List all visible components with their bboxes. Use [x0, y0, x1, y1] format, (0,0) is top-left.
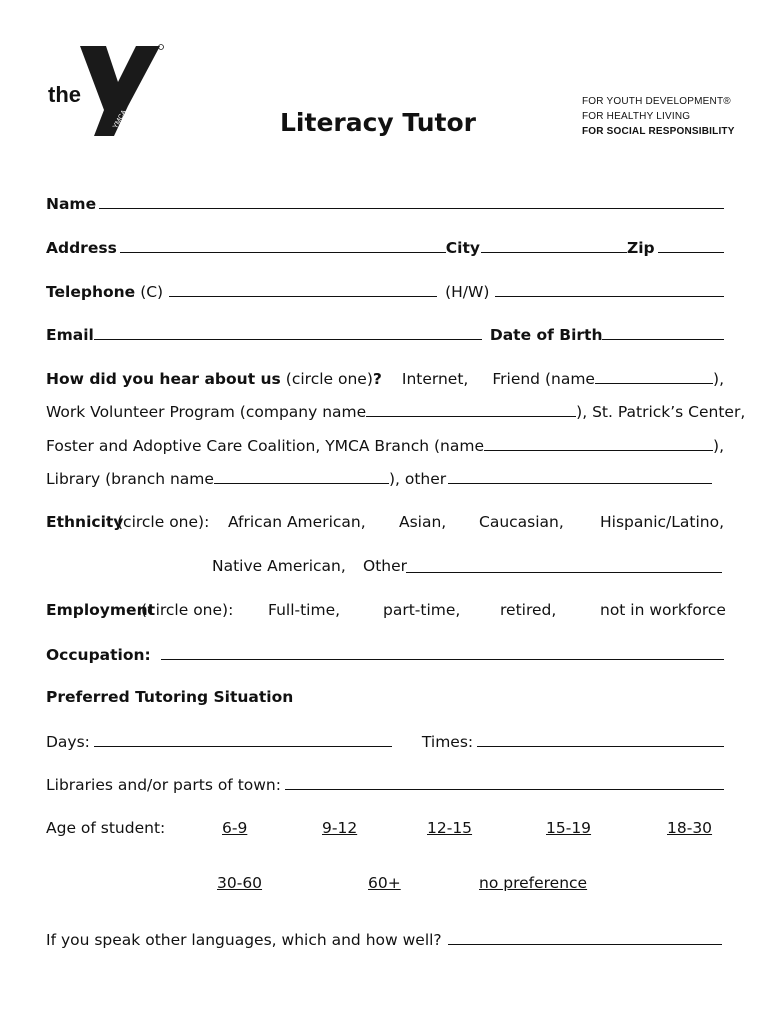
- hear-circle: (circle one): [285, 370, 373, 388]
- dob-label: Date of Birth: [489, 326, 603, 344]
- age-option-12-15[interactable]: 12-15: [427, 819, 473, 837]
- age-option-6-9[interactable]: 6-9: [222, 819, 248, 837]
- zip-field[interactable]: [658, 238, 724, 253]
- tagline-line-1: FOR YOUTH DEVELOPMENT®: [582, 96, 731, 107]
- employment-not-in-workforce[interactable]: not in workforce: [600, 601, 726, 619]
- hear-row-1: [46, 369, 724, 388]
- age-option-18-30[interactable]: 18-30: [667, 819, 713, 837]
- languages-row: [46, 930, 722, 949]
- other-field[interactable]: [448, 469, 712, 484]
- option-foster-ymca[interactable]: Foster and Adoptive Care Coalition, YMCA Branch (name: [46, 437, 485, 455]
- age-option-30-60[interactable]: 30-60: [217, 874, 263, 892]
- page-title: Literacy Tutor: [280, 108, 476, 137]
- hear-row-4: [46, 469, 712, 488]
- option-work-volunteer[interactable]: Work Volunteer Program (company name: [46, 403, 367, 421]
- occupation-row: [46, 645, 724, 664]
- preferred-heading: Preferred Tutoring Situation: [46, 688, 294, 706]
- hear-label: How did you hear about us: [46, 370, 281, 388]
- telephone-label: Telephone: [46, 283, 136, 301]
- option-st-patricks[interactable]: ), St. Patrick’s Center,: [576, 403, 746, 421]
- libraries-row: [46, 775, 724, 794]
- email-field[interactable]: [94, 325, 482, 340]
- friend-name-field[interactable]: [595, 369, 713, 384]
- foster-end: ),: [713, 437, 724, 455]
- telephone-c-label: (C): [140, 283, 164, 301]
- tagline: [582, 94, 735, 139]
- languages-label: If you speak other languages, which and how well?: [46, 931, 442, 949]
- ethnicity-circle: (circle one):: [117, 513, 210, 531]
- library-branch-field[interactable]: [214, 469, 389, 484]
- employment-circle: (circle one):: [141, 601, 234, 619]
- hear-row-2: [46, 402, 746, 421]
- city-label: City: [445, 239, 480, 257]
- employment-label: Employment: [46, 601, 156, 619]
- ethnicity-african-american[interactable]: African American,: [228, 513, 366, 531]
- ethnicity-other-field[interactable]: [406, 557, 722, 573]
- option-internet[interactable]: Internet,: [401, 370, 469, 388]
- email-label: Email: [46, 326, 94, 344]
- age-label: Age of student:: [46, 819, 166, 837]
- city-field[interactable]: [481, 238, 627, 253]
- logo-the-text: the: [48, 82, 81, 107]
- address-label: Address: [46, 239, 117, 257]
- tagline-line-2: FOR HEALTHY LIVING: [582, 111, 691, 122]
- age-option-60-plus[interactable]: 60+: [368, 874, 401, 892]
- times-label: Times:: [421, 733, 474, 751]
- friend-end: ),: [713, 370, 724, 388]
- ethnicity-other[interactable]: Other: [363, 557, 408, 575]
- name-row: [46, 194, 724, 213]
- days-label: Days:: [46, 733, 90, 751]
- option-library[interactable]: Library (branch name: [46, 470, 214, 488]
- ethnicity-label: Ethnicity: [46, 513, 124, 531]
- ethnicity-caucasian[interactable]: Caucasian,: [479, 513, 564, 531]
- age-option-9-12[interactable]: 9-12: [322, 819, 358, 837]
- employment-retired[interactable]: retired,: [500, 601, 557, 619]
- telephone-row: [46, 282, 724, 301]
- hear-qmark: ?: [372, 370, 382, 388]
- libraries-field[interactable]: [285, 775, 724, 790]
- ymca-logo: [44, 42, 169, 142]
- email-row: [46, 325, 724, 344]
- name-field[interactable]: [99, 194, 724, 209]
- address-field[interactable]: [120, 238, 446, 253]
- ethnicity-native-american[interactable]: Native American,: [212, 557, 346, 575]
- days-times-row: [46, 732, 724, 751]
- times-field[interactable]: [477, 732, 724, 747]
- occupation-field[interactable]: [161, 645, 724, 660]
- ethnicity-hispanic-latino[interactable]: Hispanic/Latino,: [600, 513, 724, 531]
- option-other[interactable]: ), other: [388, 470, 447, 488]
- employment-full-time[interactable]: Full-time,: [268, 601, 341, 619]
- libraries-label: Libraries and/or parts of town:: [46, 776, 281, 794]
- employment-part-time[interactable]: part-time,: [383, 601, 461, 619]
- dob-field[interactable]: [602, 325, 724, 340]
- address-row: [46, 238, 724, 257]
- hear-row-3: [46, 436, 724, 455]
- telephone-hw-label: (H/W): [445, 283, 490, 301]
- telephone-hw-field[interactable]: [495, 282, 724, 297]
- telephone-c-field[interactable]: [169, 282, 437, 297]
- days-field[interactable]: [94, 732, 392, 747]
- tagline-line-3: FOR SOCIAL RESPONSIBILITY: [582, 126, 735, 137]
- company-name-field[interactable]: [366, 402, 576, 417]
- logo-ymca-text: YMCA: [112, 108, 129, 131]
- languages-field[interactable]: [448, 930, 722, 945]
- zip-label: Zip: [627, 239, 655, 257]
- ymca-branch-field[interactable]: [484, 436, 713, 451]
- name-label: Name: [46, 195, 97, 213]
- ethnicity-asian[interactable]: Asian,: [399, 513, 447, 531]
- age-option-no-preference[interactable]: no preference: [479, 874, 588, 892]
- age-option-15-19[interactable]: 15-19: [546, 819, 592, 837]
- option-friend[interactable]: Friend (name: [492, 370, 595, 388]
- occupation-label: Occupation:: [46, 646, 151, 664]
